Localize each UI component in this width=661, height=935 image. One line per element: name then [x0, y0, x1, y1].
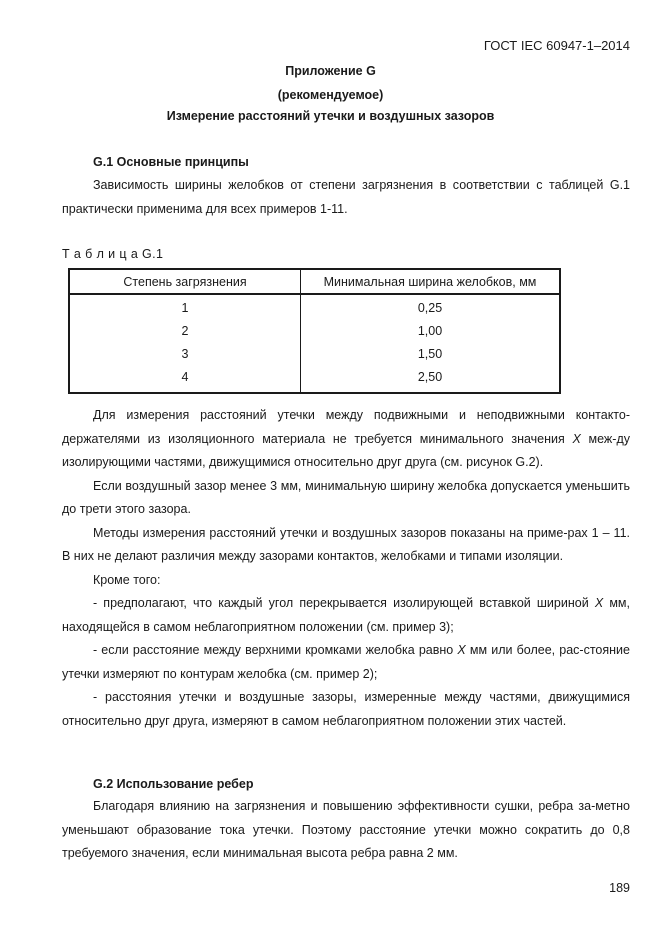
- list-item-moving-parts: - расстояния утечки и воздушные зазоры, измеренные между частями, движущимися относительно друг друга, измеряют в самом неблагоприятном положении этих частей.: [62, 690, 630, 728]
- section-g1-paragraph: [62, 174, 630, 221]
- paragraph-methods: Методы измерения расстояний утечки и воздушных зазоров показаны на приме-рах 1 – 11. В них не делают различия между зазорами контактов, желобками и типами изоляции.: [62, 525, 630, 563]
- cell-pollution-degree: 2: [69, 319, 301, 342]
- cell-min-width: 1,00: [417, 323, 443, 338]
- paragraph-contact-holders: [62, 404, 630, 475]
- paragraph-ribs: Благодаря влиянию на загрязнения и повышению эффективности сушки, ребра за-метно уменьшают образование тока утечки. Поэтому расстояние утечки можно сократить до 0,8 требуемого значения, если минимальная высота ребра равна 2 мм.: [62, 799, 630, 860]
- table-row: [69, 342, 560, 365]
- text-run: - предполагают, что каждый угол перекрывается изолирующей вставкой шириной: [93, 596, 595, 610]
- document-header: ГОСТ IEC 60947-1–2014: [483, 38, 630, 53]
- variable-x: X: [594, 596, 604, 610]
- paragraph-air-gap: Если воздушный зазор менее 3 мм, минимальную ширину желобка допускается уменьшить до трети этого зазора.: [62, 478, 630, 516]
- cell-min-width: 1,50: [417, 346, 443, 361]
- cell-min-width: 2,50: [417, 369, 443, 384]
- table-caption: Т а б л и ц а G.1: [62, 247, 164, 261]
- column-header-width: Минимальная ширина желобков, мм: [301, 269, 561, 294]
- paragraph-moreover: Кроме того:: [93, 572, 161, 587]
- table-row: [69, 319, 560, 342]
- list-item-groove-edges: [62, 639, 630, 686]
- table-reference-paragraph: Зависимость ширины желобков от степени загрязнения в соответствии с таблицей G.1 практически применима для всех примеров 1-11.: [62, 178, 630, 216]
- body-text: [62, 404, 630, 733]
- variable-x: X: [572, 431, 581, 446]
- text-run: мм или более, рас-стояние утечки измеряют по контурам желобка (см. пример 2);: [62, 643, 630, 681]
- groove-width-table: [68, 268, 561, 394]
- text-run: мм, находящейся в самом неблагоприятном положении (см. пример 3);: [62, 596, 630, 634]
- cell-pollution-degree: 3: [69, 342, 301, 365]
- appendix-subject: Измерение расстояний утечки и воздушных зазоров: [166, 109, 495, 123]
- section-g1-heading: G.1 Основные принципы: [93, 155, 249, 169]
- text-run: меж-ду изолирующими частями, движущимися относительно друг друга (см. рисунок G.2).: [62, 431, 630, 469]
- appendix-status: (рекомендуемое): [277, 88, 384, 102]
- page-number: 189: [609, 881, 630, 895]
- variable-x: X: [457, 643, 466, 657]
- appendix-title: Приложение G: [285, 64, 376, 78]
- table-row: [69, 294, 560, 319]
- list-item-corner: [62, 592, 630, 639]
- cell-min-width: 0,25: [417, 300, 443, 315]
- table-header-row: [69, 269, 560, 294]
- column-header-pollution: Степень загрязнения: [69, 269, 301, 294]
- text-run: Для измерения расстояний утечки между подвижными и неподвижными контакто-держателями из изоляционного материала не требуется минимального значения: [62, 408, 630, 446]
- section-g2-heading: G.2 Использование ребер: [93, 777, 254, 791]
- section-g2-text: [62, 795, 630, 866]
- cell-pollution-degree: 4: [69, 365, 301, 393]
- text-run: - если расстояние между верхними кромками желобка равно: [93, 643, 458, 657]
- cell-pollution-degree: 1: [69, 294, 301, 319]
- table-row: [69, 365, 560, 393]
